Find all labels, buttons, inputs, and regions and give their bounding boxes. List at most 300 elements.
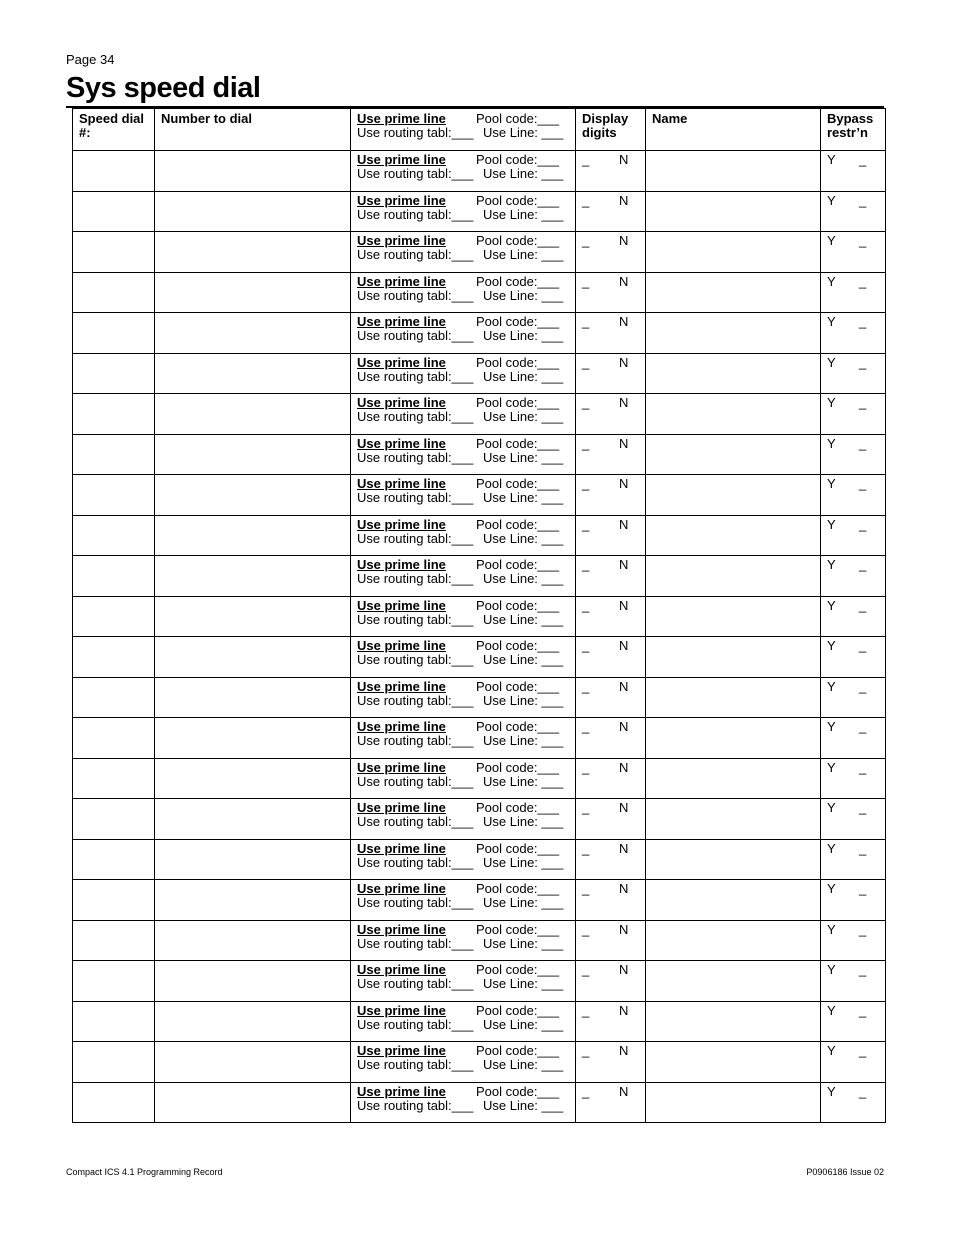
number-to-dial-cell[interactable]	[155, 1001, 351, 1042]
number-to-dial-cell[interactable]	[155, 434, 351, 475]
bypass-cell[interactable]	[821, 232, 886, 273]
prime-line-option[interactable]: Use prime line	[357, 152, 446, 167]
use-line-field[interactable]: Use Line: ___	[483, 935, 564, 951]
use-line-field[interactable]: Use Line: ___	[483, 976, 564, 991]
routing-table-field[interactable]: Use routing tabl:___	[357, 206, 474, 222]
line-option-cell[interactable]	[351, 556, 576, 597]
line-option-cell[interactable]	[351, 313, 576, 354]
name-cell[interactable]	[646, 1042, 821, 1083]
name-cell[interactable]	[646, 920, 821, 961]
routing-table-field[interactable]: Use routing tabl:___	[357, 1016, 474, 1032]
display-no-option[interactable]: N	[619, 395, 629, 410]
pool-code-field[interactable]: Pool code:___	[476, 881, 560, 896]
routing-table-field[interactable]: Use routing tabl:___	[357, 1097, 474, 1113]
pool-code-field[interactable]: Pool code:___	[476, 840, 560, 856]
bypass-cell[interactable]	[821, 556, 886, 597]
prime-line-option[interactable]: Use prime line	[357, 233, 446, 248]
speed-dial-cell[interactable]	[73, 880, 155, 921]
pool-code-field[interactable]: Pool code:___	[476, 273, 560, 289]
use-line-field[interactable]: Use Line: ___	[483, 611, 564, 627]
line-option-cell[interactable]	[351, 394, 576, 435]
pool-code-field[interactable]: Pool code:___	[476, 557, 560, 572]
bypass-yes-option[interactable]: Y	[827, 638, 836, 653]
number-to-dial-cell[interactable]	[155, 556, 351, 597]
bypass-yes-option[interactable]: Y	[827, 678, 836, 694]
bypass-yes-option[interactable]: Y	[827, 435, 836, 451]
speed-dial-cell[interactable]	[73, 839, 155, 880]
use-line-field[interactable]: Use Line: ___	[483, 652, 564, 667]
bypass-cell[interactable]	[821, 920, 886, 961]
prime-line-option[interactable]: Use prime line	[357, 678, 446, 694]
speed-dial-cell[interactable]	[73, 637, 155, 678]
routing-table-field[interactable]: Use routing tabl:___	[357, 1057, 474, 1072]
bypass-yes-option[interactable]: Y	[827, 233, 836, 248]
number-to-dial-cell[interactable]	[155, 191, 351, 232]
bypass-yes-option[interactable]: Y	[827, 152, 836, 167]
speed-dial-cell[interactable]	[73, 313, 155, 354]
name-cell[interactable]	[646, 677, 821, 718]
bypass-yes-option[interactable]: Y	[827, 1002, 836, 1018]
use-line-field[interactable]: Use Line: ___	[483, 287, 564, 303]
prime-line-option[interactable]: Use prime line	[357, 800, 446, 815]
pool-code-field[interactable]: Pool code:___	[476, 597, 560, 613]
line-option-cell[interactable]	[351, 799, 576, 840]
line-option-cell[interactable]	[351, 151, 576, 192]
bypass-cell[interactable]	[821, 961, 886, 1002]
bypass-cell[interactable]	[821, 475, 886, 516]
speed-dial-cell[interactable]	[73, 394, 155, 435]
bypass-cell[interactable]	[821, 353, 886, 394]
display-no-option[interactable]: N	[619, 678, 629, 694]
display-no-option[interactable]: N	[619, 1043, 629, 1058]
display-digits-cell[interactable]	[576, 961, 646, 1002]
display-blank: _	[582, 638, 590, 653]
use-line-field[interactable]: Use Line: ___	[483, 692, 564, 708]
bypass-blank: _	[859, 152, 867, 167]
prime-line-option[interactable]: Use prime line	[357, 354, 446, 370]
speed-dial-cell[interactable]	[73, 434, 155, 475]
name-cell[interactable]	[646, 151, 821, 192]
pool-code-field[interactable]: Pool code:___	[476, 192, 560, 208]
bypass-cell[interactable]	[821, 313, 886, 354]
routing-table-field[interactable]: Use routing tabl:___	[357, 652, 474, 667]
use-line-field[interactable]: Use Line: ___	[483, 490, 564, 505]
display-digits-cell[interactable]	[576, 272, 646, 313]
name-cell[interactable]	[646, 272, 821, 313]
routing-table-field[interactable]: Use routing tabl:___	[357, 692, 474, 708]
name-cell[interactable]	[646, 313, 821, 354]
name-cell[interactable]	[646, 1001, 821, 1042]
bypass-yes-option[interactable]: Y	[827, 516, 836, 532]
pool-code-field[interactable]: Pool code:___	[476, 1043, 560, 1058]
routing-table-field[interactable]: Use routing tabl:___	[357, 328, 474, 343]
line-option-cell[interactable]	[351, 191, 576, 232]
prime-line-option[interactable]: Use prime line	[357, 1083, 446, 1099]
speed-dial-cell[interactable]	[73, 1001, 155, 1042]
bypass-yes-option[interactable]: Y	[827, 921, 836, 937]
display-digits-cell[interactable]	[576, 434, 646, 475]
display-digits-cell[interactable]	[576, 475, 646, 516]
use-line-field[interactable]: Use Line: ___	[483, 814, 564, 829]
table-row	[73, 718, 886, 759]
routing-table-field[interactable]: Use routing tabl:___	[357, 611, 474, 627]
bypass-cell[interactable]	[821, 1042, 886, 1083]
use-line-field[interactable]: Use Line: ___	[483, 773, 564, 789]
bypass-yes-option[interactable]: Y	[827, 800, 836, 815]
table-header-row	[73, 109, 886, 151]
bypass-yes-option[interactable]: Y	[827, 192, 836, 208]
bypass-yes-option[interactable]: Y	[827, 314, 836, 329]
pool-code-label: Pool code:___	[476, 111, 560, 126]
routing-table-field[interactable]: Use routing tabl:___	[357, 733, 474, 748]
line-option-cell[interactable]	[351, 1042, 576, 1083]
bypass-cell[interactable]	[821, 839, 886, 880]
name-cell[interactable]	[646, 961, 821, 1002]
routing-table-field[interactable]: Use routing tabl:___	[357, 814, 474, 829]
display-digits-cell[interactable]	[576, 394, 646, 435]
use-line-field[interactable]: Use Line: ___	[483, 449, 564, 465]
number-to-dial-cell[interactable]	[155, 272, 351, 313]
name-cell[interactable]	[646, 799, 821, 840]
line-option-cell[interactable]	[351, 718, 576, 759]
display-no-option[interactable]: N	[619, 597, 629, 613]
routing-table-field[interactable]: Use routing tabl:___	[357, 773, 474, 789]
prime-line-option[interactable]: Use prime line	[357, 435, 446, 451]
bypass-yes-option[interactable]: Y	[827, 354, 836, 370]
prime-line-option[interactable]: Use prime line	[357, 597, 446, 613]
line-option-cell[interactable]	[351, 637, 576, 678]
line-option-cell[interactable]	[351, 1001, 576, 1042]
bypass-cell[interactable]	[821, 1001, 886, 1042]
display-digits-cell[interactable]	[576, 880, 646, 921]
speed-dial-cell[interactable]	[73, 191, 155, 232]
speed-dial-cell[interactable]	[73, 232, 155, 273]
routing-table-field[interactable]: Use routing tabl:___	[357, 368, 474, 384]
bypass-cell[interactable]	[821, 434, 886, 475]
display-digits-cell[interactable]	[576, 758, 646, 799]
line-option-cell[interactable]	[351, 434, 576, 475]
speed-dial-cell[interactable]	[73, 799, 155, 840]
display-no-option[interactable]: N	[619, 800, 629, 815]
use-line-field[interactable]: Use Line: ___	[483, 1016, 564, 1032]
bypass-cell[interactable]	[821, 677, 886, 718]
prime-line-option[interactable]: Use prime line	[357, 557, 446, 572]
name-cell[interactable]	[646, 556, 821, 597]
display-no-option[interactable]: N	[619, 273, 629, 289]
use-line-field[interactable]: Use Line: ___	[483, 247, 564, 262]
display-no-option[interactable]: N	[619, 1002, 629, 1018]
prime-line-option[interactable]: Use prime line	[357, 395, 446, 410]
number-to-dial-cell[interactable]	[155, 718, 351, 759]
speed-dial-cell[interactable]	[73, 677, 155, 718]
speed-dial-cell[interactable]	[73, 596, 155, 637]
prime-line-option[interactable]: Use prime line	[357, 719, 446, 734]
number-to-dial-cell[interactable]	[155, 677, 351, 718]
line-option-cell[interactable]	[351, 758, 576, 799]
pool-code-field[interactable]: Pool code:___	[476, 719, 560, 734]
bypass-blank: _	[859, 678, 867, 694]
prime-line-option[interactable]: Use prime line	[357, 638, 446, 653]
speed-dial-cell[interactable]	[73, 758, 155, 799]
number-to-dial-cell[interactable]	[155, 596, 351, 637]
line-option-cell[interactable]	[351, 961, 576, 1002]
bypass-yes-option[interactable]: Y	[827, 881, 836, 896]
bypass-cell[interactable]	[821, 596, 886, 637]
prime-line-option[interactable]: Use prime line	[357, 1002, 446, 1018]
name-cell[interactable]	[646, 637, 821, 678]
speed-dial-cell[interactable]	[73, 961, 155, 1002]
display-digits-cell[interactable]	[576, 839, 646, 880]
display-no-option[interactable]: N	[619, 476, 629, 491]
display-no-option[interactable]: N	[619, 435, 629, 451]
name-cell[interactable]	[646, 880, 821, 921]
bypass-cell[interactable]	[821, 515, 886, 556]
use-line-field[interactable]: Use Line: ___	[483, 1097, 564, 1113]
number-to-dial-cell[interactable]	[155, 839, 351, 880]
prime-line-option[interactable]: Use prime line	[357, 516, 446, 532]
prime-line-option[interactable]: Use prime line	[357, 840, 446, 856]
display-digits-cell[interactable]	[576, 920, 646, 961]
display-no-option[interactable]: N	[619, 233, 629, 248]
display-no-option[interactable]: N	[619, 314, 629, 329]
prime-line-option[interactable]: Use prime line	[357, 273, 446, 289]
display-no-option[interactable]: N	[619, 638, 629, 653]
display-no-option[interactable]: N	[619, 881, 629, 896]
name-cell[interactable]	[646, 596, 821, 637]
name-cell[interactable]	[646, 1082, 821, 1123]
display-digits-cell[interactable]	[576, 637, 646, 678]
bypass-cell[interactable]	[821, 799, 886, 840]
prime-line-option[interactable]: Use prime line	[357, 192, 446, 208]
display-digits-cell[interactable]	[576, 799, 646, 840]
name-cell[interactable]	[646, 839, 821, 880]
routing-table-field[interactable]: Use routing tabl:___	[357, 247, 474, 262]
line-option-cell[interactable]	[351, 839, 576, 880]
line-option-cell[interactable]	[351, 232, 576, 273]
pool-code-field[interactable]: Pool code:___	[476, 638, 560, 653]
display-digits-cell[interactable]	[576, 1042, 646, 1083]
speed-dial-cell[interactable]	[73, 353, 155, 394]
routing-table-field[interactable]: Use routing tabl:___	[357, 409, 474, 424]
bypass-yes-option[interactable]: Y	[827, 597, 836, 613]
use-line-field[interactable]: Use Line: ___	[483, 733, 564, 748]
display-no-option[interactable]: N	[619, 354, 629, 370]
prime-line-option[interactable]: Use prime line	[357, 314, 446, 329]
speed-dial-cell[interactable]	[73, 1082, 155, 1123]
use-line-field[interactable]: Use Line: ___	[483, 530, 564, 546]
name-cell[interactable]	[646, 434, 821, 475]
display-blank: _	[582, 759, 590, 775]
display-digits-cell[interactable]	[576, 596, 646, 637]
display-no-option[interactable]: N	[619, 759, 629, 775]
bypass-cell[interactable]	[821, 718, 886, 759]
bypass-yes-option[interactable]: Y	[827, 395, 836, 410]
line-option-cell[interactable]	[351, 880, 576, 921]
speed-dial-cell[interactable]	[73, 556, 155, 597]
speed-dial-cell[interactable]	[73, 272, 155, 313]
display-no-option[interactable]: N	[619, 152, 629, 167]
line-option-cell[interactable]	[351, 272, 576, 313]
bypass-yes-option[interactable]: Y	[827, 476, 836, 491]
display-digits-cell[interactable]	[576, 718, 646, 759]
pool-code-field[interactable]: Pool code:___	[476, 476, 560, 491]
number-to-dial-cell[interactable]	[155, 637, 351, 678]
number-to-dial-cell[interactable]	[155, 799, 351, 840]
use-line-field[interactable]: Use Line: ___	[483, 328, 564, 343]
routing-table-field[interactable]: Use routing tabl:___	[357, 935, 474, 951]
bypass-cell[interactable]	[821, 272, 886, 313]
routing-table-field[interactable]: Use routing tabl:___	[357, 449, 474, 465]
number-to-dial-cell[interactable]	[155, 151, 351, 192]
name-cell[interactable]	[646, 515, 821, 556]
bypass-yes-option[interactable]: Y	[827, 273, 836, 289]
name-cell[interactable]	[646, 394, 821, 435]
display-no-option[interactable]: N	[619, 516, 629, 532]
prime-line-option[interactable]: Use prime line	[357, 881, 446, 896]
speed-dial-cell[interactable]	[73, 1042, 155, 1083]
use-line-field[interactable]: Use Line: ___	[483, 1057, 564, 1072]
routing-table-field[interactable]: Use routing tabl:___	[357, 854, 474, 870]
number-to-dial-cell[interactable]	[155, 232, 351, 273]
line-option-cell[interactable]	[351, 515, 576, 556]
display-no-option[interactable]: N	[619, 921, 629, 937]
number-to-dial-cell[interactable]	[155, 1042, 351, 1083]
number-to-dial-cell[interactable]	[155, 475, 351, 516]
speed-dial-cell[interactable]	[73, 515, 155, 556]
bypass-yes-option[interactable]: Y	[827, 962, 836, 977]
bypass-cell[interactable]	[821, 151, 886, 192]
number-to-dial-cell[interactable]	[155, 758, 351, 799]
use-line-field[interactable]: Use Line: ___	[483, 206, 564, 222]
display-digits-cell[interactable]	[576, 353, 646, 394]
routing-table-field[interactable]: Use routing tabl:___	[357, 571, 474, 586]
pool-code-field[interactable]: Pool code:___	[476, 354, 560, 370]
use-line-field[interactable]: Use Line: ___	[483, 571, 564, 586]
bypass-yes-option[interactable]: Y	[827, 1083, 836, 1099]
number-to-dial-cell[interactable]	[155, 353, 351, 394]
number-to-dial-cell[interactable]	[155, 920, 351, 961]
display-digits-cell[interactable]	[576, 515, 646, 556]
bypass-yes-option[interactable]: Y	[827, 557, 836, 572]
pool-code-field[interactable]: Pool code:___	[476, 395, 560, 410]
display-no-option[interactable]: N	[619, 192, 629, 208]
display-digits-cell[interactable]	[576, 1001, 646, 1042]
display-digits-cell[interactable]	[576, 232, 646, 273]
pool-code-field[interactable]: Pool code:___	[476, 152, 560, 167]
bypass-blank: _	[859, 557, 867, 572]
routing-table-field[interactable]: Use routing tabl:___	[357, 287, 474, 303]
display-blank: _	[582, 678, 590, 694]
line-option-cell[interactable]	[351, 475, 576, 516]
use-line-field[interactable]: Use Line: ___	[483, 895, 564, 910]
pool-code-field[interactable]: Pool code:___	[476, 678, 560, 694]
display-digits-cell[interactable]	[576, 313, 646, 354]
speed-dial-cell[interactable]	[73, 475, 155, 516]
name-cell[interactable]	[646, 475, 821, 516]
bypass-cell[interactable]	[821, 1082, 886, 1123]
bypass-cell[interactable]	[821, 637, 886, 678]
display-digits-cell[interactable]	[576, 556, 646, 597]
prime-line-option[interactable]: Use prime line	[357, 476, 446, 491]
bypass-yes-option[interactable]: Y	[827, 840, 836, 856]
speed-dial-cell[interactable]	[73, 151, 155, 192]
line-option-cell[interactable]	[351, 596, 576, 637]
display-no-option[interactable]: N	[619, 1083, 629, 1099]
routing-table-field[interactable]: Use routing tabl:___	[357, 166, 474, 181]
line-option-cell[interactable]	[351, 353, 576, 394]
prime-line-option[interactable]: Use prime line	[357, 1043, 446, 1058]
pool-code-field[interactable]: Pool code:___	[476, 962, 560, 977]
line-option-cell[interactable]	[351, 920, 576, 961]
pool-code-field[interactable]: Pool code:___	[476, 1083, 560, 1099]
number-to-dial-cell[interactable]	[155, 1082, 351, 1123]
display-digits-cell[interactable]	[576, 151, 646, 192]
name-cell[interactable]	[646, 232, 821, 273]
name-cell[interactable]	[646, 758, 821, 799]
name-cell[interactable]	[646, 718, 821, 759]
display-no-option[interactable]: N	[619, 557, 629, 572]
display-no-option[interactable]: N	[619, 962, 629, 977]
name-cell[interactable]	[646, 191, 821, 232]
line-option-cell[interactable]	[351, 1082, 576, 1123]
pool-code-field[interactable]: Pool code:___	[476, 921, 560, 937]
pool-code-field[interactable]: Pool code:___	[476, 435, 560, 451]
bypass-cell[interactable]	[821, 880, 886, 921]
routing-table-field[interactable]: Use routing tabl:___	[357, 530, 474, 546]
bypass-yes-option[interactable]: Y	[827, 1043, 836, 1058]
prime-line-option[interactable]: Use prime line	[357, 962, 446, 977]
speed-dial-cell[interactable]	[73, 920, 155, 961]
display-digits-cell[interactable]	[576, 191, 646, 232]
number-to-dial-cell[interactable]	[155, 313, 351, 354]
name-cell[interactable]	[646, 353, 821, 394]
col-header-display-digits: Display digits	[576, 109, 646, 151]
routing-table-field[interactable]: Use routing tabl:___	[357, 976, 474, 991]
number-to-dial-cell[interactable]	[155, 515, 351, 556]
use-line-field[interactable]: Use Line: ___	[483, 409, 564, 424]
bypass-yes-option[interactable]: Y	[827, 759, 836, 775]
prime-line-option[interactable]: Use prime line	[357, 921, 446, 937]
bypass-yes-option[interactable]: Y	[827, 719, 836, 734]
pool-code-field[interactable]: Pool code:___	[476, 233, 560, 248]
number-to-dial-cell[interactable]	[155, 394, 351, 435]
table-row	[73, 637, 886, 678]
pool-code-field[interactable]: Pool code:___	[476, 759, 560, 775]
pool-code-field[interactable]: Pool code:___	[476, 800, 560, 815]
pool-code-field[interactable]: Pool code:___	[476, 516, 560, 532]
prime-line-option[interactable]: Use prime line	[357, 759, 446, 775]
display-no-option[interactable]: N	[619, 719, 629, 734]
pool-code-field[interactable]: Pool code:___	[476, 1002, 560, 1018]
bypass-cell[interactable]	[821, 191, 886, 232]
speed-dial-cell[interactable]	[73, 718, 155, 759]
use-line-field[interactable]: Use Line: ___	[483, 368, 564, 384]
number-to-dial-cell[interactable]	[155, 880, 351, 921]
routing-table-field[interactable]: Use routing tabl:___	[357, 490, 474, 505]
bypass-cell[interactable]	[821, 394, 886, 435]
bypass-cell[interactable]	[821, 758, 886, 799]
number-to-dial-cell[interactable]	[155, 961, 351, 1002]
display-no-option[interactable]: N	[619, 840, 629, 856]
display-digits-cell[interactable]	[576, 677, 646, 718]
display-digits-cell[interactable]	[576, 1082, 646, 1123]
routing-table-field[interactable]: Use routing tabl:___	[357, 895, 474, 910]
pool-code-field[interactable]: Pool code:___	[476, 314, 560, 329]
use-line-field[interactable]: Use Line: ___	[483, 854, 564, 870]
use-line-field[interactable]: Use Line: ___	[483, 166, 564, 181]
line-option-cell[interactable]	[351, 677, 576, 718]
table-row	[73, 191, 886, 232]
